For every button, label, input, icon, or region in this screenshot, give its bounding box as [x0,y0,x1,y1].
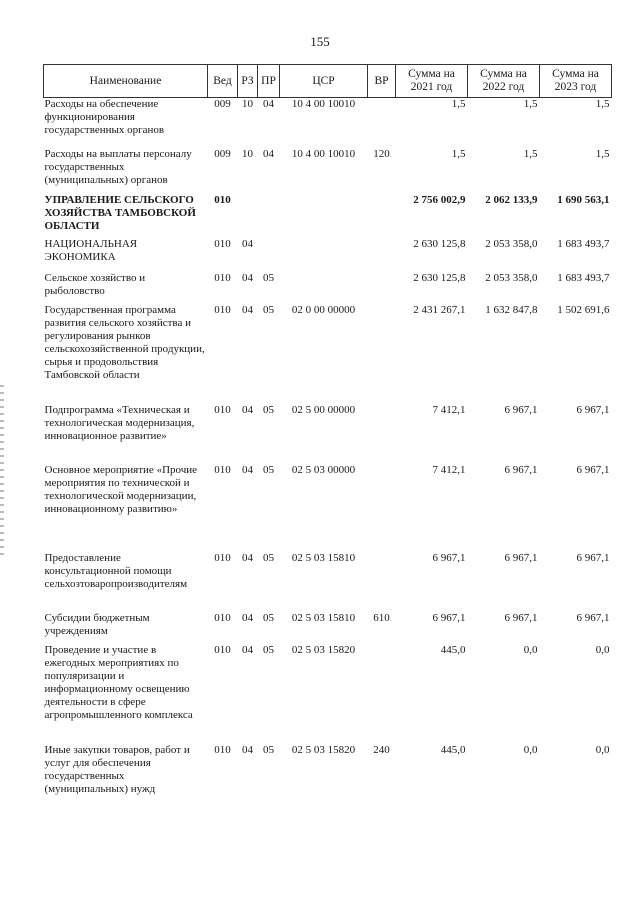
row-csr [280,194,368,238]
row-sum-2023: 0,0 [595,643,610,656]
table-row [44,98,612,148]
row-rz: 04 [242,237,253,250]
header-pr: ПР [258,65,280,98]
row-sum-2022: 6 967,1 [504,611,538,624]
header-rz: РЗ [238,65,258,98]
row-pr: 05 [263,551,274,564]
row-sum-2021: 2 756 002,9 [413,193,466,206]
table-row [44,238,612,272]
row-sum-2023: 6 967,1 [576,463,610,476]
row-name: Расходы на обеспечение функционирования государственных органов [44,98,165,136]
row-rz: 10 [242,98,253,110]
row-sum-2021: 7 412,1 [432,463,466,476]
row-sum-2023: 1,5 [595,147,610,160]
row-sum-2022: 1,5 [523,98,538,110]
table-row [44,464,612,552]
row-ved: 010 [214,551,231,564]
row-vr [368,404,396,464]
header-ved: Вед [208,65,238,98]
row-sum-2023: 1 683 493,7 [557,237,610,250]
row-sum-2021: 6 967,1 [432,551,466,564]
row-rz: 10 [242,147,253,160]
row-sum-2023: 1 683 493,7 [557,271,610,284]
row-ved: 010 [214,403,231,416]
header-csr: ЦСР [280,65,368,98]
row-name: УПРАВЛЕНИЕ СЕЛЬСКОГО ХОЗЯЙСТВА ТАМБОВСКОЙ ОБЛАСТИ [44,193,196,232]
row-pr: 05 [263,743,274,756]
row-ved: 010 [214,271,231,284]
row-sum-2022: 0,0 [523,643,538,656]
row-name: НАЦИОНАЛЬНАЯ ЭКОНОМИКА [44,237,138,263]
row-ved: 009 [214,98,231,110]
row-csr: 02 0 00 00000 [291,303,356,316]
header-sum-2022: Сумма на 2022 год [468,65,540,98]
row-ved: 010 [214,643,231,656]
budget-table [43,64,612,804]
row-csr [280,272,368,304]
row-pr [258,238,280,272]
row-pr: 04 [263,98,274,110]
row-name: Сельское хозяйство и рыболовство [44,271,146,297]
row-ved: 010 [214,611,231,624]
row-rz: 04 [242,271,253,284]
header-sum-2023: Сумма на 2023 год [540,65,612,98]
row-vr [368,194,396,238]
row-ved: 010 [214,193,231,206]
row-sum-2023: 1 690 563,1 [557,193,610,206]
row-name: Основное мероприятие «Прочие мероприятия по технической и технологической модернизации, инновационному развитию» [44,463,198,515]
row-name: Проведение и участие в ежегодных мероприятиях по популяризации и информационному освещению деятельности в сфере агропромышленного комплекса [44,643,193,721]
row-sum-2023: 1,5 [595,98,610,110]
row-pr: 05 [263,463,274,476]
row-sum-2021: 1,5 [451,98,466,110]
row-name: Субсидии бюджетным учреждениям [44,611,150,637]
table-row [44,194,612,238]
row-sum-2022: 2 053 358,0 [485,237,538,250]
row-rz [238,194,258,238]
row-rz: 04 [242,403,253,416]
row-name: Расходы на выплаты персоналу государственных (муниципальных) органов [44,147,192,186]
row-pr: 05 [263,303,274,316]
row-rz: 04 [242,611,253,624]
row-name: Подпрограмма «Техническая и технологическая модернизация, инновационное развитие» [44,403,195,442]
page-number: 155 [310,34,330,49]
row-sum-2022: 0,0 [523,743,538,756]
row-csr: 02 5 03 15820 [291,643,356,656]
row-vr [368,304,396,404]
row-sum-2022: 2 053 358,0 [485,271,538,284]
row-csr: 02 5 00 00000 [291,403,356,416]
row-rz: 04 [242,463,253,476]
row-sum-2021: 445,0 [440,643,466,656]
row-pr: 05 [263,643,274,656]
table-row [44,404,612,464]
table-row [44,744,612,804]
row-pr: 05 [263,403,274,416]
row-csr: 10 4 00 10010 [291,147,356,160]
row-sum-2023: 0,0 [595,743,610,756]
row-csr: 02 5 03 15810 [291,551,356,564]
row-pr: 05 [263,611,274,624]
row-sum-2021: 445,0 [440,743,466,756]
row-sum-2021: 1,5 [451,147,466,160]
table-row [44,304,612,404]
row-sum-2021: 2 630 125,8 [413,271,466,284]
row-sum-2022: 1,5 [523,147,538,160]
row-vr [368,272,396,304]
table-row [44,148,612,194]
header-name: Наименование [44,65,208,98]
row-vr [368,464,396,552]
scan-edge-artifact [0,385,4,555]
row-csr: 02 5 03 15820 [291,743,356,756]
row-vr: 240 [373,743,390,756]
header-vr: ВР [368,65,396,98]
row-rz: 04 [242,551,253,564]
row-sum-2022: 6 967,1 [504,403,538,416]
row-csr: 02 5 03 00000 [291,463,356,476]
row-vr [368,644,396,744]
row-rz: 04 [242,303,253,316]
row-sum-2021: 7 412,1 [432,403,466,416]
row-pr: 05 [263,271,274,284]
row-csr [280,238,368,272]
row-name: Иные закупки товаров, работ и услуг для обеспечения государственных (муниципальных) нужд [44,743,190,795]
row-sum-2021: 2 431 267,1 [413,303,466,316]
row-pr [258,194,280,238]
row-sum-2023: 1 502 691,6 [557,303,610,316]
row-sum-2022: 6 967,1 [504,551,538,564]
row-rz: 04 [242,743,253,756]
row-vr [368,98,396,148]
row-sum-2022: 6 967,1 [504,463,538,476]
row-ved: 009 [214,147,231,160]
row-ved: 010 [214,303,231,316]
row-vr [368,552,396,612]
header-sum-2021: Сумма на 2021 год [396,65,468,98]
row-sum-2023: 6 967,1 [576,403,610,416]
row-pr: 04 [263,147,274,160]
row-ved: 010 [214,237,231,250]
row-vr [368,238,396,272]
table-row [44,644,612,744]
table-header [44,65,612,98]
row-rz: 04 [242,643,253,656]
row-name: Предоставление консультационной помощи сельхозтоваропроизводителям [44,551,188,590]
row-name: Государственная программа развития сельского хозяйства и регулирования рынков сельскохозяйственной продукции, сырья и продовольствия Тамбовской области [44,303,205,381]
row-sum-2021: 6 967,1 [432,611,466,624]
table-body [44,98,612,804]
row-csr: 10 4 00 10010 [291,98,356,110]
row-csr: 02 5 03 15810 [291,611,356,624]
row-vr: 120 [373,147,390,160]
table-row [44,612,612,644]
row-sum-2023: 6 967,1 [576,551,610,564]
table-row [44,552,612,612]
row-sum-2022: 2 062 133,9 [485,193,538,206]
row-ved: 010 [214,463,231,476]
row-ved: 010 [214,743,231,756]
row-sum-2022: 1 632 847,8 [485,303,538,316]
table-row [44,272,612,304]
row-sum-2023: 6 967,1 [576,611,610,624]
row-sum-2021: 2 630 125,8 [413,237,466,250]
row-vr: 610 [373,611,390,624]
